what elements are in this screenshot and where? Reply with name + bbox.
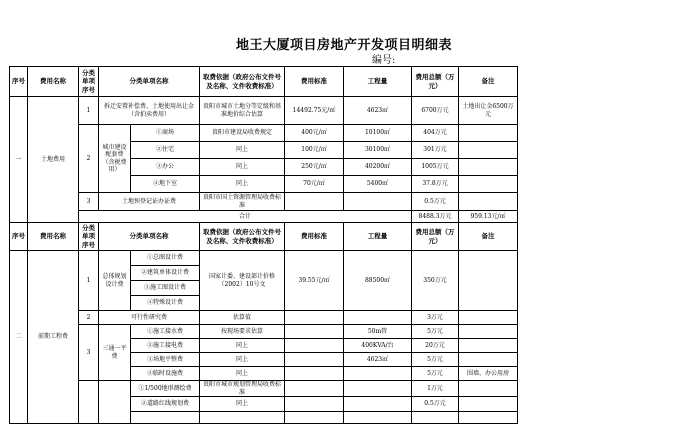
item-standard: [285, 353, 344, 367]
row-basis: 贵阳市国土资源管理局收费标准: [200, 193, 285, 211]
item-basis: 同上: [200, 367, 285, 381]
item-qty: [344, 367, 412, 381]
item-qty: 40200㎡: [344, 159, 412, 176]
item-standard: 100元/㎡: [285, 142, 344, 159]
item-standard: 250元/㎡: [285, 159, 344, 176]
row-no: 2: [79, 125, 99, 193]
row-no: 1: [79, 251, 99, 311]
item-total: [412, 412, 459, 424]
header-standard: 费用标准: [285, 67, 344, 97]
item-total: 5万元: [412, 353, 459, 367]
header-total: 费用总额（万元）: [412, 67, 459, 97]
item-name: ①施工接水费: [131, 325, 200, 339]
row-name: 总体规划设计费: [99, 251, 131, 311]
row-remark: [459, 251, 518, 311]
doc-number-label: 编号:: [372, 55, 396, 66]
row-qty: [344, 311, 412, 325]
item-total: 1万元: [412, 381, 459, 397]
item-standard: [285, 412, 344, 424]
row-no: 1: [79, 97, 99, 125]
item-standard: [285, 325, 344, 339]
item-basis: 按现场要求估算: [200, 325, 285, 339]
item-total: 1005万元: [412, 159, 459, 176]
item-basis: 同上: [200, 176, 285, 193]
item-standard: 400元/㎡: [285, 125, 344, 142]
row-total: 6700万元: [412, 97, 459, 125]
item-basis: 贵阳市建设局收费规定: [200, 125, 285, 142]
item-name: ②建筑单体设计费: [131, 266, 200, 281]
subtotal-remark: 959.13元/㎡: [459, 211, 518, 223]
row-standard: 14492.75元/㎡: [285, 97, 344, 125]
item-qty: [344, 412, 412, 424]
row-standard: [285, 193, 344, 211]
table-row: [10, 325, 518, 339]
row-remark: 土地出让金6500万元: [459, 97, 518, 125]
table-row: [10, 97, 518, 125]
table-row: [10, 125, 518, 142]
row-name: 拆迁安置补偿费、土地使用出让金（含拍卖费用）: [99, 97, 200, 125]
item-remark: [459, 412, 518, 424]
item-qty: 4623㎡: [344, 353, 412, 367]
item-qty: 400KVA/台: [344, 339, 412, 353]
header-cat-seq: 分类单项序号: [79, 67, 99, 97]
item-basis: 同上: [200, 397, 285, 412]
project-detail-table: [9, 66, 518, 424]
header-standard: 费用标准: [285, 223, 344, 251]
item-remark: [459, 325, 518, 339]
item-standard: [285, 367, 344, 381]
item-remark: [459, 397, 518, 412]
row-qty: [344, 193, 412, 211]
item-total: 20万元: [412, 339, 459, 353]
item-name: ①1/500地形测绘费: [131, 381, 200, 397]
row-name: 三通一平费: [99, 325, 131, 381]
header-cat-seq: 分类单项序号: [79, 223, 99, 251]
header-cat-name: 分类单项名称: [99, 67, 200, 97]
item-total: 37.8万元: [412, 176, 459, 193]
row-remark: [459, 193, 518, 211]
row-name: [99, 381, 131, 424]
item-name: ④临时设施费: [131, 367, 200, 381]
header-quantity: 工程量: [344, 223, 412, 251]
item-standard: 70元/㎡: [285, 176, 344, 193]
item-qty: 10100㎡: [344, 125, 412, 142]
page-title: 地王大厦项目房地产开发项目明细表: [235, 38, 452, 53]
section1-seq: 一: [10, 97, 28, 223]
subtotal-row: [10, 211, 518, 223]
row-total: 0.5万元: [412, 193, 459, 211]
table-row: [10, 251, 518, 266]
item-qty: 30100㎡: [344, 142, 412, 159]
table-header-row: [10, 223, 518, 251]
item-name: ③施工图设计费: [131, 281, 200, 296]
item-name: ③场地平整费: [131, 353, 200, 367]
table-header-row: [10, 67, 518, 97]
item-basis: [200, 412, 285, 424]
item-total: 5万元: [412, 325, 459, 339]
item-name: [131, 412, 200, 424]
item-name: ②施工接电费: [131, 339, 200, 353]
subtotal-total: 8488.3万元: [412, 211, 459, 223]
header-quantity: 工程量: [344, 67, 412, 97]
item-basis: 同上: [200, 339, 285, 353]
header-seq: 序号: [10, 67, 28, 97]
item-remark: [459, 125, 518, 142]
row-no: [79, 381, 99, 424]
item-basis: 同上: [200, 142, 285, 159]
item-qty: 5400㎡: [344, 176, 412, 193]
item-remark: [459, 142, 518, 159]
header-total: 费用总额（万元）: [412, 223, 459, 251]
item-basis: 同上: [200, 353, 285, 367]
item-standard: [285, 397, 344, 412]
item-name: ④特殊设计费: [131, 296, 200, 311]
row-total: 350万元: [412, 251, 459, 311]
section1-name: 土地费用: [28, 97, 79, 223]
item-name: ④地下室: [131, 176, 200, 193]
header-remark: 备注: [459, 67, 518, 97]
header-fee-name: 费用名称: [28, 223, 79, 251]
row-name: 可行性研究费: [99, 311, 200, 325]
row-no: 3: [79, 193, 99, 211]
row-qty: 4623㎡: [344, 97, 412, 125]
row-name: 土地预登记证办证费: [99, 193, 200, 211]
row-name: 城市建设配套费（含税费用）: [99, 125, 131, 193]
item-total: 5万元: [412, 367, 459, 381]
section2-seq: 二: [10, 251, 28, 424]
item-basis: 同上: [200, 159, 285, 176]
row-standard: [285, 311, 344, 325]
item-remark: [459, 353, 518, 367]
table-row: [10, 381, 518, 397]
header-seq: 序号: [10, 223, 28, 251]
item-remark: [459, 339, 518, 353]
header-basis: 取费依据（政府公布文件号及名称、文件收费标准）: [200, 223, 285, 251]
item-total: 404万元: [412, 125, 459, 142]
item-remark: [459, 176, 518, 193]
row-remark: [459, 311, 518, 325]
row-basis: 贵阳市城市土地分等定级和基准地价综合估算: [200, 97, 285, 125]
item-name: ①总图设计费: [131, 251, 200, 266]
item-remark: [459, 159, 518, 176]
header-remark: 备注: [459, 223, 518, 251]
row-basis: 国家计委、建设部计价格（2002）10号文: [200, 251, 285, 311]
item-basis: 贵阳市城市规划管理局收费标准: [200, 381, 285, 397]
item-name: ③办公: [131, 159, 200, 176]
row-qty: 88500㎡: [344, 251, 412, 311]
item-standard: [285, 339, 344, 353]
table-row: [10, 311, 518, 325]
item-name: ②道路红线规划费: [131, 397, 200, 412]
row-standard: 39.55元/㎡: [285, 251, 344, 311]
table-row: [10, 193, 518, 211]
item-qty: [344, 381, 412, 397]
row-no: 2: [79, 311, 99, 325]
row-basis: 估算值: [200, 311, 285, 325]
row-no: 3: [79, 325, 99, 381]
item-remark: 围墙、办公用房: [459, 367, 518, 381]
subtotal-label: 合计: [79, 211, 412, 223]
header-basis: 取费依据（政府公布文件号及名称、文件收费标准）: [200, 67, 285, 97]
item-name: ②住宅: [131, 142, 200, 159]
item-qty: [344, 397, 412, 412]
row-total: 3万元: [412, 311, 459, 325]
item-standard: [285, 381, 344, 397]
item-total: 301万元: [412, 142, 459, 159]
header-fee-name: 费用名称: [28, 67, 79, 97]
item-name: ①商场: [131, 125, 200, 142]
section2-name: 前期工程费: [28, 251, 79, 424]
item-remark: [459, 381, 518, 397]
item-total: 0.5万元: [412, 397, 459, 412]
header-cat-name: 分类单项名称: [99, 223, 200, 251]
item-qty: 50m管: [344, 325, 412, 339]
